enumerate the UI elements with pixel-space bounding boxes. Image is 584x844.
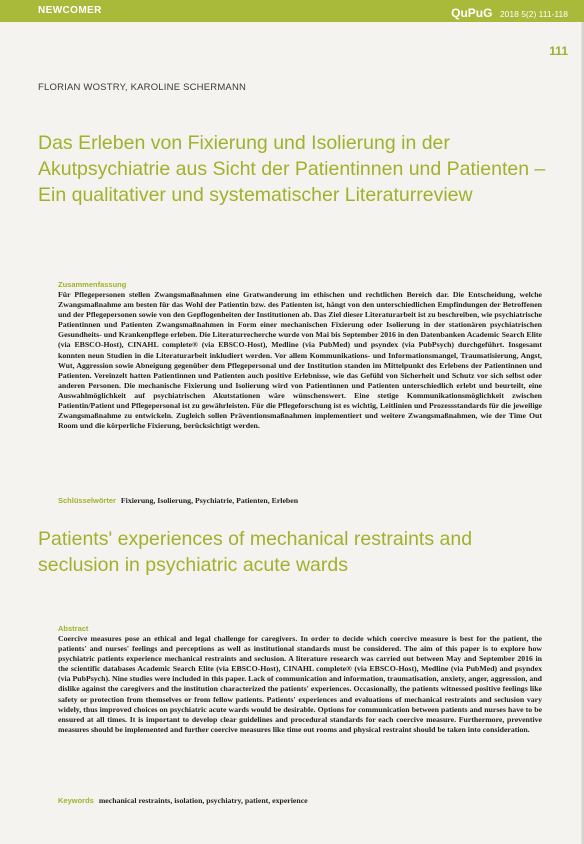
page-number: 111 (549, 44, 568, 58)
english-title: Patients' experiences of mechanical restraints and seclusion in psychiatric acute wards (38, 528, 473, 576)
authors: FLORIAN WOSTRY, KAROLINE SCHERMANN (38, 82, 247, 93)
german-keywords (58, 496, 542, 505)
section-tag: NEWCOMER (38, 5, 102, 16)
english-abstract-text: Coercive measures pose an ethical and legal challenge for caregivers. In order to decide which coercive measure is best for the patient, the patients' and nurses' feelings and perceptions as well as institutional standards must be considered. The aim of this paper is to explore how psychiatric patients experience mechanical restraints and seclusion. A literature research was carried out between May and September 2016 in the scientific databases Academic Search Elite (via EBSCO-Host), CINAHL complete® (via EBSCO-Host), Medline (via PubMed) and psyndex (via PubPsych). Nine studies were included in this paper. Lack of communication and information, traumatisation, anxiety, anger, aggression, and dislike against the caregivers and the institution characterized the patients' experiences. Occasionally, the patients witnessed positive feelings like safety or protection from themselves or from fellow patients. Patients' experiences and evaluations of mechanical restraints and seclusion vary widely, thus improved choices on psychiatric acute wards would be desirable. Options for communication between patients and nurses have to be ensured at all times. It is important to develop clear guidelines and procedural standards for each coercive measure. Furthermore, preventive measures should be implemented and further coercive measures like time out rooms and physical restraint should be taken into consideration. (58, 634, 542, 734)
german-abstract-text: Für Pflegepersonen stellen Zwangsmaßnahmen eine Gratwanderung im ethischen und rechtlichen Bereich dar. Die Entscheidung, welche Zwangsmaßnahme am besten für das Wohl der Patientin bzw. des Patienten ist, hängt von den unterschiedlichen Empfindungen der Betroffenen und der Pflegepersonen sowie von den Gepflogenheiten der Institutionen ab. Das Ziel dieser Literaturarbeit ist zu beschreiben, wie psychiatrische Patientinnen und Patienten Zwangsmaßnahmen in Form einer mechanischen Fixierung oder Isolierung in der stationären psychiatrischen Gesundheits- und Krankenpflege erleben. Die Literaturrecherche wurde von Mai bis September 2016 in den Datenbanken Academic Search Elite (via EBSCO-Host), CINAHL complete® (via EBSCO-Host), Medline (via PubMed) und psyndex (via PubPsych) durchgeführt. Insgesamt konnten neun Studien in die Literaturarbeit inkludiert werden. Vor allem Kommunikations- und Informationsmangel, Traumatisierung, Angst, Wut, Aggression sowie Abneigung gegenüber dem Pflegepersonal und der Institution standen im Mittelpunkt des Erlebens der Patientinnen und Patienten. Vereinzelt hatten Patientinnen und Patienten auch positive Erlebnisse, wie das Gefühl von Sicherheit und Schutz vor sich selbst oder anderen Personen. Die mechanische Fixierung und Isolierung wird von Patientinnen und Patienten unterschiedlich erlebt und beurteilt, eine Auswahlmöglichkeit auf psychiatrischen Akutstationen wäre wünschenswert. Eine stetige Kommunikationsmöglichkeit zwischen Patientin/Patient und Pflegepersonal ist zu gewährleisten. Für die Pflegeforschung ist es wichtig, Leitlinien und Prozessstandards für die jeweilige Zwangsmaßnahme zu entwickeln. Zugleich sollen Präventionsmaßnahmen implementiert und weitere Zwangsmaßnahmen, wie der Time Out Room und die körperliche Fixierung, berücksichtigt werden. (58, 290, 542, 431)
english-keywords-text: mechanical restraints, isolation, psychiatry, patient, experience (98, 796, 308, 805)
journal-info (451, 4, 568, 22)
german-title: Das Erleben von Fixierung und Isolierung in der Akutpsychiatrie aus Sicht der Patientinnen und Patienten – Ein qualitativer und systematischer Literaturreview (38, 132, 546, 206)
journal-name: QuPuG (451, 6, 493, 20)
journal-citation: 2018 5(2) 111-118 (499, 9, 568, 19)
english-abstract-label: Abstract (58, 624, 89, 633)
english-keywords-label: Keywords (58, 796, 94, 805)
german-abstract-label: Zusammenfassung (58, 280, 127, 289)
german-keywords-text: Fixierung, Isolierung, Psychiatrie, Patienten, Erleben (120, 496, 299, 505)
german-abstract-block (58, 280, 542, 431)
header-bar (0, 0, 584, 22)
english-keywords (58, 796, 542, 805)
german-keywords-label: Schlüsselwörter (58, 496, 116, 505)
english-abstract-block (58, 624, 542, 735)
